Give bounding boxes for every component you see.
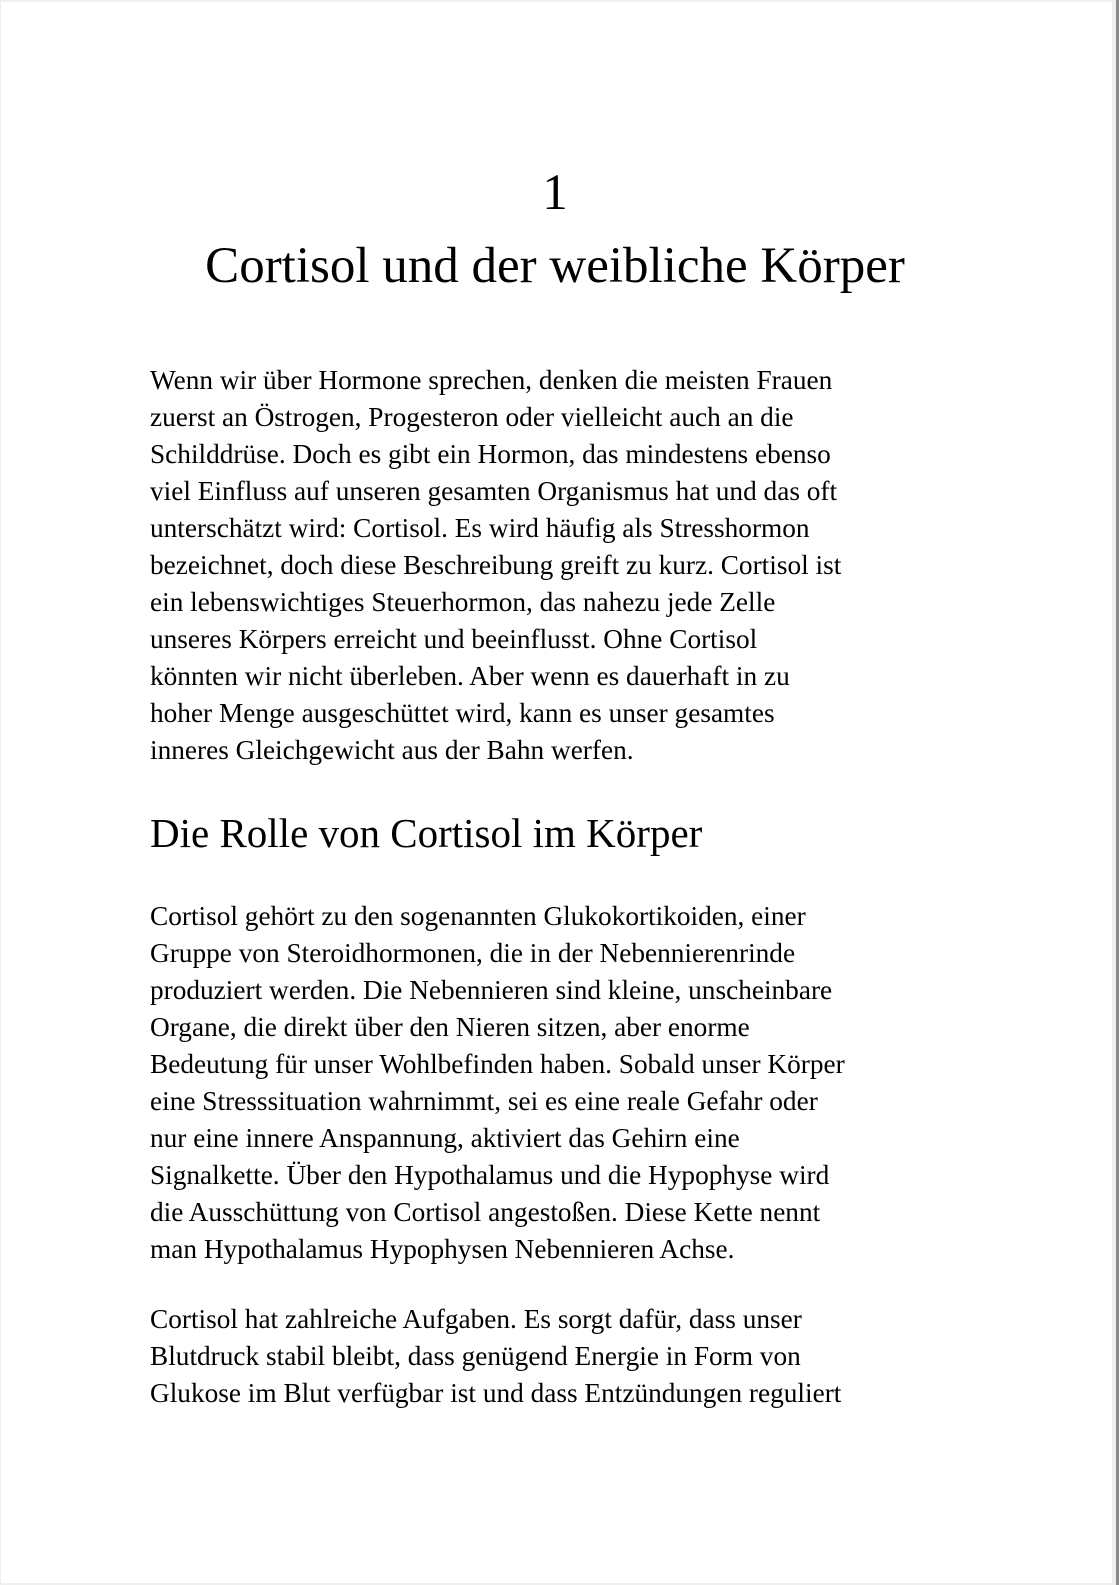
text-line: produziert werden. Die Nebennieren sind kleine, unscheinbare <box>150 975 833 1005</box>
text-line: man Hypothalamus Hypophysen Nebennieren Achse. <box>150 1234 735 1264</box>
text-line: Gruppe von Steroidhormonen, die in der Nebennierenrinde <box>150 938 796 968</box>
text-line: Signalkette. Über den Hypothalamus und die Hypophyse wird <box>150 1160 830 1190</box>
text-line: Cortisol gehört zu den sogenannten Glukokortikoiden, einer <box>150 901 806 931</box>
text-line: ein lebenswichtiges Steuerhormon, das nahezu jede Zelle <box>150 587 776 617</box>
book-page <box>1 2 1112 1583</box>
text-line: eine Stresssituation wahrnimmt, sei es eine reale Gefahr oder <box>150 1086 818 1116</box>
section-paragraph-2 <box>150 1301 970 1412</box>
text-line: könnten wir nicht überleben. Aber wenn es dauerhaft in zu <box>150 661 790 691</box>
section-paragraph-1 <box>150 898 970 1268</box>
text-line: nur eine innere Anspannung, aktiviert das Gehirn eine <box>150 1123 740 1153</box>
text-line: Blutdruck stabil bleibt, dass genügend Energie in Form von <box>150 1341 801 1371</box>
text-line: inneres Gleichgewicht aus der Bahn werfen. <box>150 735 634 765</box>
text-line: Organe, die direkt über den Nieren sitzen, aber enorme <box>150 1012 750 1042</box>
chapter-title: Cortisol und der weibliche Körper <box>205 238 905 294</box>
section-heading: Die Rolle von Cortisol im Körper <box>150 810 703 856</box>
text-line: unseres Körpers erreicht und beeinflusst. Ohne Cortisol <box>150 624 758 654</box>
text-line: Wenn wir über Hormone sprechen, denken die meisten Frauen <box>150 365 833 395</box>
text-line: Bedeutung für unser Wohlbefinden haben. Sobald unser Körper <box>150 1049 845 1079</box>
text-line: unterschätzt wird: Cortisol. Es wird häufig als Stresshormon <box>150 513 810 543</box>
text-line: bezeichnet, doch diese Beschreibung greift zu kurz. Cortisol ist <box>150 550 842 580</box>
text-line: Cortisol hat zahlreiche Aufgaben. Es sorgt dafür, dass unser <box>150 1304 802 1334</box>
intro-paragraph <box>150 362 970 769</box>
text-line: zuerst an Östrogen, Progesteron oder vielleicht auch an die <box>150 402 794 432</box>
text-line: die Ausschüttung von Cortisol angestoßen. Diese Kette nennt <box>150 1197 821 1227</box>
text-line: Schilddrüse. Doch es gibt ein Hormon, das mindestens ebenso <box>150 439 831 469</box>
chapter-number: 1 <box>542 165 568 221</box>
text-line: viel Einfluss auf unseren gesamten Organismus hat und das oft <box>150 476 838 506</box>
text-line: Glukose im Blut verfügbar ist und dass Entzündungen reguliert <box>150 1378 842 1408</box>
text-line: hoher Menge ausgeschüttet wird, kann es unser gesamtes <box>150 698 775 728</box>
